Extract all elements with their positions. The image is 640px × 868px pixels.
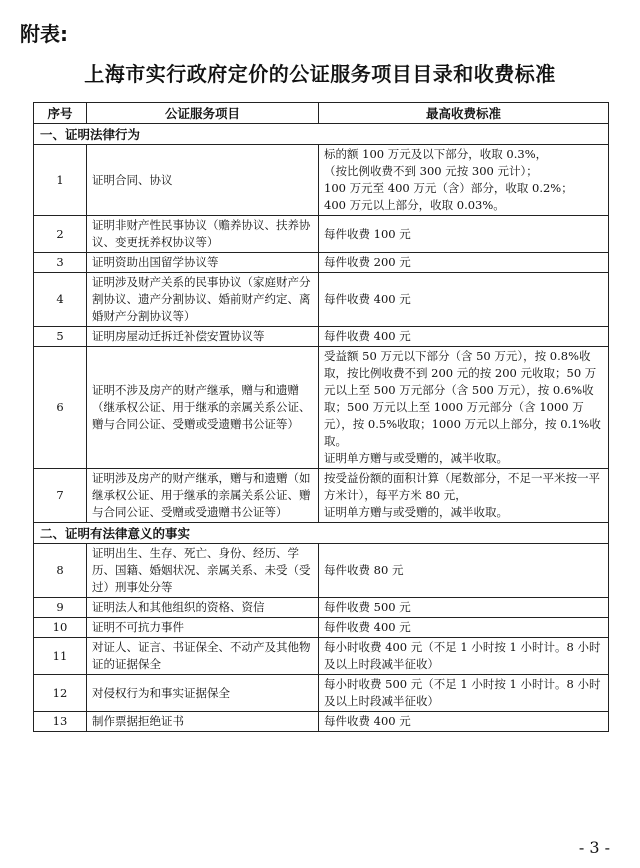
column-header-fee: 最高收费标准 [319,103,609,124]
attachment-label: 附表: [20,22,68,46]
section-title: 二、证明有法律意义的事实 [34,523,609,544]
table-header-row [34,103,609,124]
fee-standard [319,469,609,523]
row-number: 13 [34,712,87,732]
row-number: 11 [34,638,87,675]
service-item: 证明非财产性民事协议（赡养协议、扶养协议、变更抚养权协议等） [87,216,319,253]
document-title: 上海市实行政府定价的公证服务项目目录和收费标准 [84,62,556,86]
fee-standard [319,273,609,327]
fee-line: 100 万元至 400 万元（含）部分，收取 0.2%； [324,181,573,195]
fee-line: 证明单方赠与或受赠的，减半收取。 [324,505,508,519]
row-number: 12 [34,675,87,712]
row-number: 5 [34,327,87,347]
fee-line: 证明单方赠与或受赠的，减半收取。 [324,451,508,465]
fee-standard [319,347,609,469]
table-row [34,216,609,253]
fee-standard [319,598,609,618]
service-item: 证明资助出国留学协议等 [87,253,319,273]
fee-line: 每件收费 400 元 [324,714,411,728]
table-row [34,347,609,469]
table-row [34,253,609,273]
fee-line: 每小时收费 400 元（不足 1 小时按 1 小时计。8 小时及以上时段减半征收） [324,640,601,671]
service-item: 证明合同、协议 [87,145,319,216]
service-item: 证明涉及财产关系的民事协议（家庭财产分割协议、遗产分割协议、婚前财产约定、离婚财产分割协议等） [87,273,319,327]
fee-line: （按比例收费不到 300 元按 300 元计）； [324,164,538,178]
table-row [34,327,609,347]
fee-line: 每件收费 400 元 [324,620,411,634]
table-row [34,618,609,638]
fee-line: 受益额 50 万元以下部分（含 50 万元），按 0.8%收取，按比例收费不到 200 元的按 200 元收取；50 万元以上至 500 万元部分（含 500 万元），按 0.6%收取；500 万元以上至 1000 万元部分（含 1000 万元），按 0.5%收取；1000 万元以上部分，按 0.1%收取。 [324,349,601,448]
fee-line: 400 万元以上部分，收取 0.03%。 [324,198,505,212]
table-row [34,712,609,732]
service-item: 证明房屋动迁拆迁补偿安置协议等 [87,327,319,347]
section-title: 一、证明法律行为 [34,124,609,145]
row-number: 3 [34,253,87,273]
service-item: 对侵权行为和事实证据保全 [87,675,319,712]
fee-standard [319,638,609,675]
row-number: 2 [34,216,87,253]
service-item: 证明法人和其他组织的资格、资信 [87,598,319,618]
table-row [34,544,609,598]
fee-line: 每件收费 80 元 [324,563,404,577]
fee-line: 每件收费 200 元 [324,255,411,269]
row-number: 6 [34,347,87,469]
service-item: 证明涉及房产的财产继承，赠与和遗赠（如继承权公证、用于继承的亲属关系公证、赠与合同公证、受赠或受遗赠书公证等） [87,469,319,523]
table-row [34,469,609,523]
table-row [34,145,609,216]
fee-standard [319,327,609,347]
service-item: 制作票据拒绝证书 [87,712,319,732]
service-item: 证明出生、生存、死亡、身份、经历、学历、国籍、婚姻状况、亲属关系、未受（受过）刑事处分等 [87,544,319,598]
fee-line: 按受益份额的面积计算（尾数部分，不足一平米按一平方米计），每平方米 80 元， [324,471,600,502]
fee-line: 每件收费 100 元 [324,226,411,241]
table-row [34,675,609,712]
fee-standard [319,216,609,253]
fee-line: 每件收费 500 元 [324,600,411,614]
row-number: 1 [34,145,87,216]
fee-standard [319,253,609,273]
fee-line: 标的额 100 万元及以下部分，收取 0.3%， [324,147,548,161]
table-row [34,273,609,327]
fee-standard [319,544,609,598]
fee-line: 每小时收费 500 元（不足 1 小时按 1 小时计。8 小时及以上时段减半征收） [324,677,601,708]
table-row [34,598,609,618]
service-item: 对证人、证言、书证保全、不动产及其他物证的证据保全 [87,638,319,675]
fee-standard [319,618,609,638]
column-header-no: 序号 [34,103,87,124]
row-number: 4 [34,273,87,327]
page-number: - 3 - [578,838,610,857]
row-number: 8 [34,544,87,598]
row-number: 7 [34,469,87,523]
row-number: 9 [34,598,87,618]
fee-line: 每件收费 400 元 [324,329,411,343]
section-row [34,523,609,544]
fee-standard [319,712,609,732]
fee-standard [319,145,609,216]
fee-table [33,102,609,732]
service-item: 证明不涉及房产的财产继承，赠与和遗赠（继承权公证、用于继承的亲属关系公证、赠与合同公证、受赠或受遗赠书公证等） [87,347,319,469]
fee-standard [319,675,609,712]
service-item: 证明不可抗力事件 [87,618,319,638]
table-row [34,638,609,675]
fee-line: 每件收费 400 元 [324,292,411,306]
section-row [34,124,609,145]
row-number: 10 [34,618,87,638]
column-header-item: 公证服务项目 [87,103,319,124]
